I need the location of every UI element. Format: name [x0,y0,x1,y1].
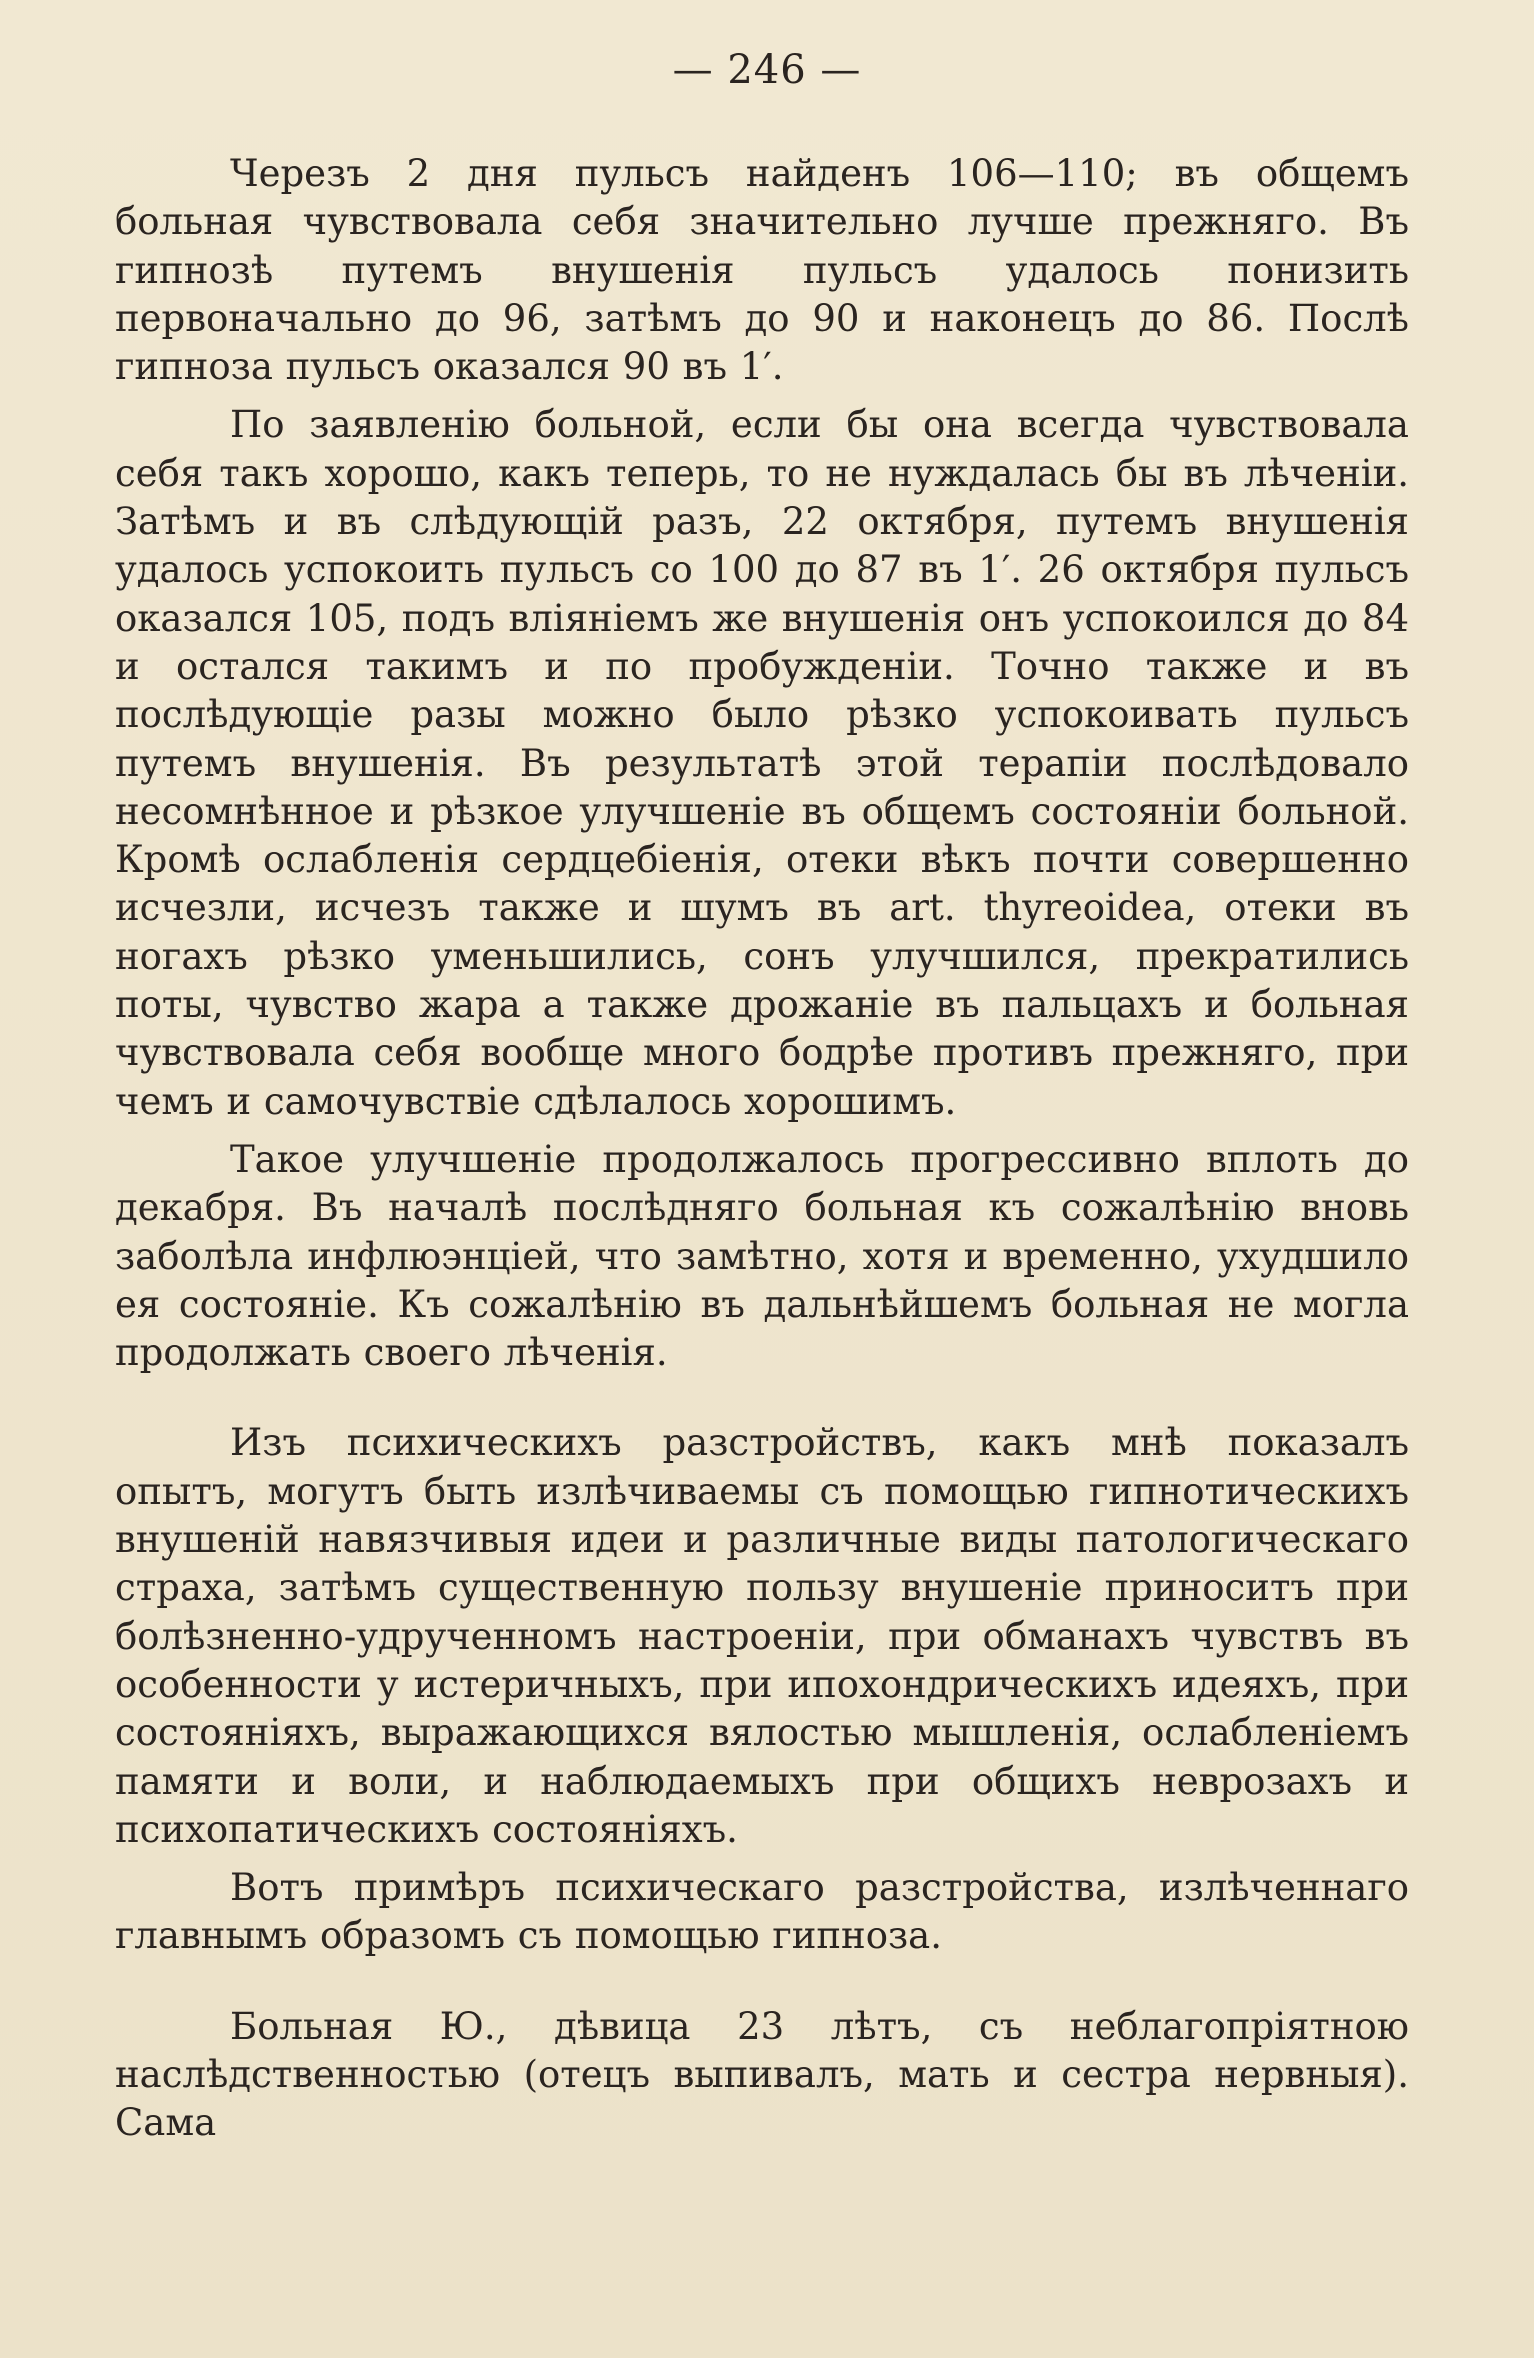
paragraph-pulse-results: Черезъ 2 дня пульсъ найденъ 106—110; въ общемъ больная чувствовала себя значительно лучше прежняго. Въ гипнозѣ путемъ внушенія пульсъ удалось понизить первоначально до 96, затѣмъ до 90 и наконецъ до 86. Послѣ гипноза пульсъ оказался 90 въ 1′. [115,152,1409,389]
paragraph-patient-case: Больная Ю., дѣвица 23 лѣтъ, съ неблагопріятною наслѣдственностью (отецъ выпивалъ, мать и сестра нервныя). Сама [115,2004,1409,2145]
page-number: — 246 — [672,47,862,93]
paragraph-improvement-december: Такое улучшеніе продолжалось прогрессивно вплоть до декабря. Въ началѣ послѣдняго больная къ сожалѣнію вновь заболѣла инфлюэнціей, что замѣтно, хотя и временно, ухудшило ея состояніе. Къ сожалѣнію въ дальнѣйшемъ больная не могла продолжать своего лѣченія. [115,1137,1409,1375]
paragraph-psychic-disorders: Изъ психическихъ разстройствъ, какъ мнѣ показалъ опытъ, могутъ быть излѣчиваемы съ помощью гипнотическихъ внушеній навязчивыя идеи и различные виды патологическаго страха, затѣмъ существенную пользу внушеніе приноситъ при болѣзненно-удрученномъ настроеніи, при обманахъ чувствъ въ особенности у истеричныхъ, при ипохондрическихъ идеяхъ, при состояніяхъ, выражающихся вялостью мышленія, ослабленіемъ памяти и воли, и наблюдаемыхъ при общихъ неврозахъ и психопатическихъ состояніяхъ. [115,1421,1409,1851]
body-text [115,150,1409,2148]
paragraph-example-intro: Вотъ примѣръ психическаго разстройства, излѣченнаго главнымъ образомъ съ помощью гипноза. [115,1866,1409,1958]
paragraph-patient-statement: По заявленію больной, если бы она всегда чувствовала себя такъ хорошо, какъ теперь, то не нуждалась бы въ лѣченіи. Затѣмъ и въ слѣдующій разъ, 22 октября, путемъ внушенія удалось успокоить пульсъ со 100 до 87 въ 1′. 26 октября пульсъ оказался 105, подъ вліяніемъ же внушенія онъ успокоился до 84 и остался такимъ и по пробужденіи. Точно также и въ послѣдующіе разы можно было рѣзко успокоивать пульсъ путемъ внушенія. Въ результатѣ этой терапіи послѣдовало несомнѣнное и рѣзкое улучшеніе въ общемъ состояніи больной. Кромѣ ослабленія сердцебіенія, отеки вѣкъ почти совершенно исчезли, исчезъ также и шумъ въ art. thyreoidea, отеки въ ногахъ рѣзко уменьшились, сонъ улучшился, прекратились поты, чувство жара а также дрожаніе въ пальцахъ и больная чувствовала себя вообще много бодрѣе противъ прежняго, при чемъ и самочувствіе сдѣлалось хорошимъ. [115,403,1409,1123]
